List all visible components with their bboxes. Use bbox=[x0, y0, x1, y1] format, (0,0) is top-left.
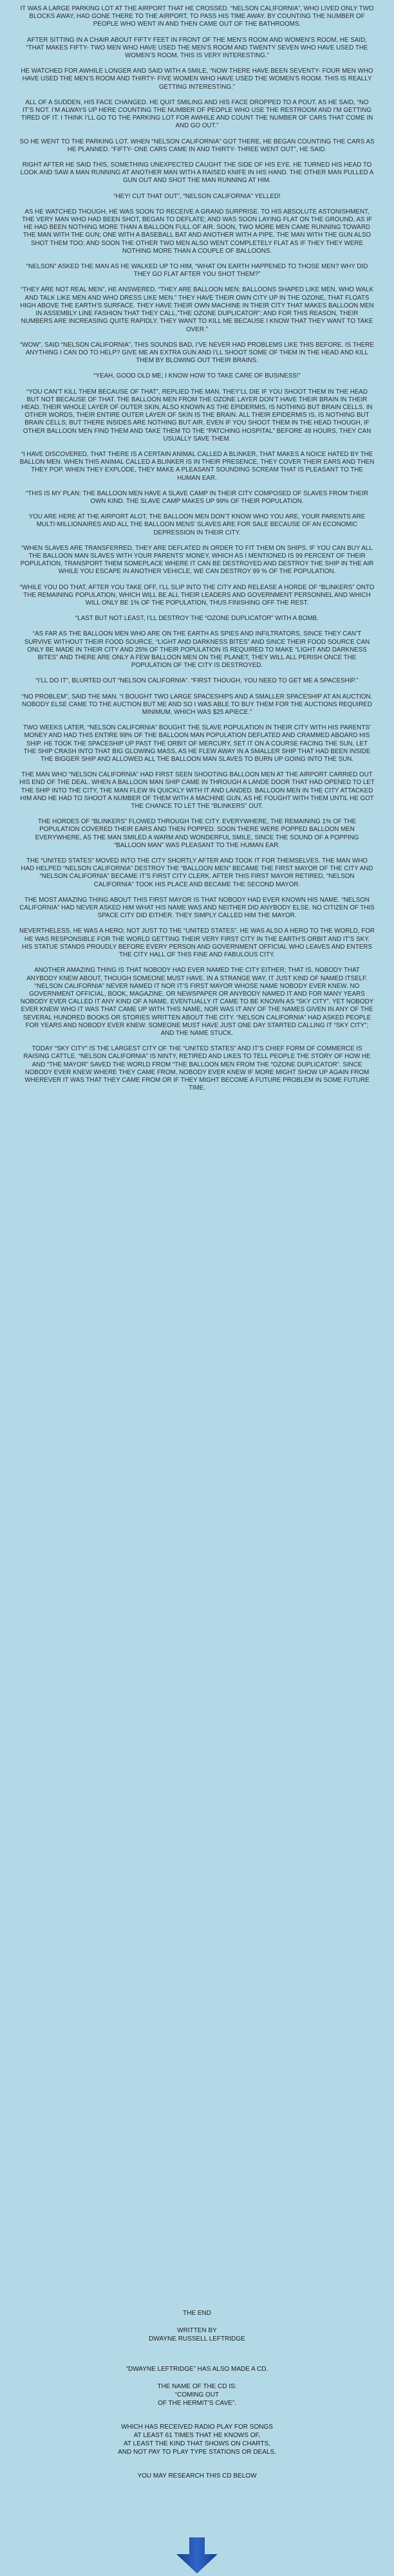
story-paragraph: NEVERTHELESS, HE WAS A HERO; NOT JUST TO THE “UNITED STATES”. HE WAS ALSO A HERO TO THE WORLD, FOR HE WAS RESPONSIBLE FOR THE WORLD GETTING THEIR VERY FIRST CITY IN THE EARTH’S ORBIT AND IT’S SKY. HIS STATUE STANDS PROUDLY BEFORE EVERY PERSON AND GOVERNMENT OFFICIAL WHO LEAVES AND ENTERS THE CITY HALL OF THIS FINE AND FABULOUS CITY. bbox=[19, 927, 375, 959]
story-paragraph: TODAY “SKY CITY” IS THE LARGEST CITY OF THE “UNITED STATES” AND IT’S CHIEF FORM OF COMMERCE IS RAISING CATTLE. “NELSON CALIFORNIA” IS NINTY, RETIRED AND LIKES TO TELL PEOPLE THE STORY OF HOW HE AND “THE MAYOR” SAVED THE WORLD FROM “THE BALLOON MEN FROM THE “OZONE DUPLICATOR”. SINCE NOBODY EVER KNEW WHERE THEY CAME FROM, NOBODY EVER KNEW IF MORE MIGHT SHOW UP AGAIN FROM WHEREVER IT WAS THAT THEY CAME FROM OR IF THEY MIGHT BECOME A FUTURE PROBLEM IN SOME FUTURE TIME. bbox=[23, 1045, 371, 1092]
radio-line-2: AT LEAST 61 TIMES THAT HE KNOWS OF, bbox=[133, 2432, 261, 2439]
story-paragraph: “YOU CAN’T KILL THEM BECAUSE OF THAT”, REPLIED THE MAN. THEY’LL DIE IF YOU SHOOT THEM IN THE HEAD BUT NOT BECAUSE OF THAT. THE BALLOON MEN FROM THE OZONE LAYER DON’T HAVE THEIR BRAIN IN THEIR HEAD. THEIR WHOLE LAYER OF OUTER SKIN, ALSO KNOWN AS THE EPIDERMIS, IS NOTHING BUT BRAIN CELLS. IN OTHER WORDS, THEIR ENTIRE OUTER LAYER OF SKIN IS THE BRAIN. ALL THEIR EPIDERMIS IS, IS NOTHING BUT BRAIN CELLS; BUT THERE INSIDES ARE NOTHING BUT AIR. EVEN IF YOU SHOOT THEM IN THE HEAD THOUGH, IF OTHER BALLOON MEN FIND THEM AND TAKE THEM TO THE “PATCHING HOSPITAL” BEFORE 48 HOURS, THEY CAN USUALLY SAVE THEM. bbox=[21, 388, 373, 443]
radio-line-3: AT LEAST THE KIND THAT SHOWS ON CHARTS, bbox=[123, 2440, 270, 2447]
story-paragraph: AS HE WATCHED THOUGH, HE WAS SOON TO RECEIVE A GRAND SURPRISE. TO HIS ABSOLUTE ASTONISHMENT, THE VERY MAN WHO HAD BEEN SHOT, BEGAN TO DEFLATE; AND WAS SOON LAYING FLAT ON THE GROUND, AS IF HE HAD BEEN NOTHING MORE THAN A BALLOON FULL OF AIR. SOON, TWO MORE MEN CAME RUNNING TOWARD THE MAN WITH THE GUN; ONE WITH A BASEBALL BAT AND ANOTHER WITH A PIPE. THE MAN WITH THE GUN ALSO SHOT THEM TOO; AND SOON THE OTHER TWO MEN ALSO WENT COMPLETELY FLAT AS IF THEY THEY WERE NOTHING MORE THAN A COUPLE OF BALLOONS. bbox=[21, 208, 372, 255]
story-paragraph: RIGHT AFTER HE SAID THIS, SOMETHING UNEXPECTED CAUGHT THE SIDE OF HIS EYE. HE TURNED HIS HEAD TO LOOK AND SAW A MAN RUNNING AT ANOTHER MAN WITH A RAISED KNIFE IN HIS HAND. THE OTHER MAN PULLED A GUN OUT AND SHOT THE MAN RUNNING AT HIM. bbox=[20, 161, 374, 185]
story-paragraph: “NO PROBLEM”, SAID THE MAN. “I BOUGHT TWO LARGE SPACESHIPS AND A SMALLER SPACESHIP AT AN AUCTION. NOBODY ELSE CAME TO THE AUCTION BUT ME AND SO I WAS ABLE TO BUY THEM FOR THE AUCTIONS REQUIRED MINIMUM, WHICH WAS $25 APIECE.” bbox=[21, 693, 373, 717]
cd-name-line-1: “COMING OUT bbox=[174, 2391, 220, 2398]
story-paragraph: “HEY! CUT THAT OUT”, “NELSON CALIFORNIA” YELLED! bbox=[113, 192, 281, 200]
footer bbox=[19, 2309, 375, 2480]
written-by: WRITTEN BY bbox=[177, 2327, 217, 2334]
story-paragraph: HE WATCHED FOR AWHILE LONGER AND SAID WITH A SMILE, “NOW THERE HAVE BEEN SEVENTY- FOUR MEN WHO HAVE USED THE MEN’S ROOM AND THIRTY- FIVE WOMEN WHO HAVE USED THE WOMEN’S ROOM. THIS IS REALLY GETTING INTERESTING.” bbox=[21, 68, 373, 91]
down-arrow-icon[interactable] bbox=[174, 2537, 220, 2573]
research-cta: YOU MAY RESEARCH THIS CD BELOW bbox=[137, 2472, 257, 2480]
story-paragraph: IT WAS A LARGE PARKING LOT AT THE AIRPORT THAT HE CROSSED. “NELSON CALIFORNIA”, WHO LIVED ONLY TWO BLOCKS AWAY, HAD GONE THERE TO THE AIRPORT, TO PASS HIS TIME AWAY. BY COUNTING THE NUMBER OF PEOPLE WHO WENT IN AND THEN CAME OUT OF THE BATHROOMS. bbox=[20, 5, 374, 28]
story-paragraph: “YEAH, GOOD OLD ME; I KNOW HOW TO TAKE CARE OF BUSINESS!” bbox=[93, 372, 301, 380]
radio-line-4: AND NOT PAY TO PLAY TYPE STATIONS OR DEALS. bbox=[118, 2449, 276, 2456]
story-paragraph: THE HORDES OF “BLINKERS” FLOWED THROUGH THE CITY. EVERYWHERE, THE REMAINING 1% OF THE POPULATION COVERED THEIR EARS AND THEN POPPED. SOON THERE WERE POPPED BALLOON MEN EVERYWHERE, AS THE MAN SMILED A WARM AND WONDERFUL SMILE, SINCE THE SOUND OF A POPPING “BALLOON MAN” WAS PLEASANT TO THE HUMAN EAR. bbox=[35, 818, 359, 849]
story-paragraph: “NELSON” ASKED THE MAN AS HE WALKED UP TO HIM, “WHAT ON EARTH HAPPENED TO THOSE MEN? WHY DID THEY GO FLAT AFTER YOU SHOT THEM?” bbox=[26, 263, 368, 279]
story-paragraph: YOU ARE HERE AT THE AIRPORT ALOT, THE BALLOON MEN DON’T KNOW WHO YOU ARE, YOUR PARENTS ARE MULTI-MILLIONAIRES AND ALL THE BALLOON MENS’ SLAVES ARE FOR SALE BECAUSE OF AN ECONOMIC DEPRESSION IN THEIR CITY. bbox=[28, 513, 366, 536]
story-paragraph: “I’LL DO IT”, BLURTED OUT “NELSON CALIFORNIA”. “FIRST THOUGH, YOU NEED TO GET ME A SPACESHIP.” bbox=[35, 677, 359, 685]
story-paragraph: ANOTHER AMAZING THING IS THAT NOBODY HAD EVER NAMED THE CITY EITHER; THAT IS, NOBODY THAT ANYBODY KNEW ABOUT, THOUGH SOMEONE MUST HAVE. IN A STRANGE WAY, IT JUST KIND OF NAMED ITSELF. “NELSON CALIFORNIA” NEVER NAMED IT NOR IT’S FIRST MAYOR WHOSE NAME NOBODY EVER KNEW. NO GOVERNMENT OFFICIAL, BOOK, MAGAZINE, OR NEWSPAPER OR ANYBODY NAMED IT AND FOR MANY YEARS NOBODY EVER CALLED IT ANY KIND OF A NAME. EVENTUALLY IT CAME TO BE KNOWN AS “SKY CITY”. YET NOBODY EVER KNEW WHO IT WAS THAT CAME UP WITH THIS NAME, NOR WAS IT ANY OF THE NAMES GIVEN IN ANY OF THE SEVERAL HUNDRED BOOKS OR STORIES WRITTEN ABOUT THE CITY. “NELSON CALIFORNIA” HAD ASKED PEOPLE FOR YEARS AND NOBODY EVER KNEW. SOMEONE MUST HAVE JUST ONE DAY STARTED CALLING IT “SKY CITY”; AND THE NAME STUCK. bbox=[20, 967, 374, 1037]
story-paragraph: “LAST BUT NOT LEAST, I’LL DESTROY THE “OZONE DUPLICATOR” WITH A BOMB. bbox=[75, 615, 319, 623]
story-paragraph: TWO WEEKS LATER, “NELSON CALIFORNIA” BOUGHT THE SLAVE POPULATION IN THEIR CITY WITH HIS PARENTS’ MONEY AND HAD THIS ENTIRE 99% OF THE BALLOON MAN POPULATION DEFLATED AND CRAMMED ABOARD HIS SHIP. HE TOOK THE SPACESHIP UP PAST THE ORBIT OF MERCURY, SET IT ON A COURSE FACING THE SUN, LET THE SHIP CRASH INTO THAT BIG GLOWING MASS, AS HE FLEW AWAY IN A SMALLER SHIP THAT HAD BEEN INSIDE THE BIGGER SHIP AND ALLOWED ALL THE BALLOON MAN SLAVES TO BURN UP GOING INTO THE SUN. bbox=[23, 724, 371, 763]
story-text bbox=[19, 5, 375, 1100]
story-paragraph: AFTER SITTING IN A CHAIR ABOUT FIFTY FEET IN FRONT OF THE MEN’S ROOM AND WOMEN’S ROOM, HE SAID, “THAT MAKES FIFTY- TWO MEN WHO HAVE USED THE MEN’S ROOM AND TWENTY SEVEN WHO HAVE USED THE WOMEN’S ROOM. THIS IS VERY INTERESTING.” bbox=[26, 36, 368, 60]
radio-line-1: WHICH HAS RECEIVED RADIO PLAY FOR SONGS bbox=[121, 2424, 273, 2431]
down-arrow-graphic bbox=[174, 2537, 220, 2573]
story-paragraph: “AS FAR AS THE BALLOON MEN WHO ARE ON THE EARTH AS SPIES AND INFILTRATORS, SINCE THEY CAN’T SURVIVE WITHOUT THEIR FOOD SOURCE, “LIGHT AND DARKNESS BITES” AND SINCE THEIR FOOD SOURCE CAN ONLY BE MADE IN THEIR CITY AND 25% OF THEIR POPULATION IS REQUIRED TO MAKE “LIGHT AND DARKNESS BITES” AND THERE ARE ONLY A FEW BALLOON MEN ON THE PLANET, THEY WILL ALL PERISH ONCE THE POPULATION OF THE CITY IS DESTROYED. bbox=[24, 630, 370, 670]
story-paragraph: SO HE WENT TO THE PARKING LOT. WHEN “NELSON CALIFORNIA” GOT THERE, HE BEGAN COUNTING THE CARS AS HE PLANNED. “FIFTY- ONE CARS CAME IN AND THIRTY- THREE WENT OUT”, HE SAID. bbox=[19, 138, 375, 153]
story-paragraph: “WHEN SLAVES ARE TRANSFERRED, THEY ARE DEFLATED IN ORDER TO FIT THEM ON SHIPS. IF YOU CAN BUY ALL THE BALLOON MAN SLAVES WITH YOUR PARENTS’ MONEY, WHICH AS I MENTIONED IS 99 PERCENT OF THEIR POPULATION, TRANSPORT THEM SOMEPLACE WHERE IT CAN BE DESTROYED AND DESTROY THE SHIP IN THE AIR WHILE YOU ESCAPE IN ANOTHER VEHICLE, WE CAN DESTROY 99 % OF THE POPULATION. bbox=[20, 544, 374, 576]
story-paragraph: “THEY ARE NOT REAL MEN”, HE ANSWERED. “THEY ARE BALLOON MEN; BALLOONS SHAPED LIKE MEN, WHO WALK AND TALK LIKE MEN AND WHO DRESS LIKE MEN.” THEY HAVE THEIR OWN CITY UP IN THE OZONE, THAT FLOATS HIGH ABOVE THE EARTH’S SURFACE. THEY HAVE THEIR OWN MACHINE IN THEIR CITY THAT MAKES BALLOON MEN IN ASSEMBLY LINE FASHION THAT THEY CALL,”THE OZONE DUPLICATOR”; AND FOR THIS REASON, THEIR NUMBERS ARE INCREASING QUITE RAPIDLY. THEY WANT TO KILL ME BECAUSE I KNOW THAT THEY WANT TO TAKE OVER.” bbox=[20, 286, 374, 333]
story-paragraph: ALL OF A SUDDEN, HIS FACE CHANGED. HE QUIT SMILING AND HIS FACE DROPPED TO A POUT. AS HE SAID, “NO IT’S NOT. I’M ALWAYS UP HERE COUNTING THE NUMBER OF PEOPLE WHO USE THE RESTROOM AND I’M GETTING TIRED OF IT. I THINK I’LL GO TO THE PARKING LOT FOR AWHILE AND COUNT THE NUMBER OF CARS THAT COME IN AND GO OUT.” bbox=[21, 98, 373, 130]
author-name: DWAYNE RUSSELL LEFTRIDGE bbox=[149, 2335, 245, 2343]
story-paragraph: THE MOST AMAZING THING ABOUT THIS FIRST MAYOR IS THAT NOBODY HAD EVER KNOWN HIS NAME. “NELSON CALIFORNIA” HAD NEVER ASKED HIM WHAT HIS NAME WAS AND NEITHER DID ANYBODY ELSE. NO CITIZEN OF THIS SPACE CITY DID EITHER. THEY SIMPLY CALLED HIM THE MAYOR. bbox=[19, 896, 375, 920]
cd-name-label: THE NAME OF THE CD IS: bbox=[157, 2383, 237, 2390]
story-paragraph: THE MAN WHO “NELSON CALIFORNIA” HAD FIRST SEEN SHOOTING BALLOON MEN AT THE AIRPORT CARRIED OUT HIS END OF THE DEAL. WHEN A BALLOON MAN SHIP CAME IN THROUGH A LANDE DOOR THAT HAD OPENED TO LET THE SHIP INTO THE CITY, THE MAN FLEW IN QUICKLY WITH IT AND LANDED. BALLOON MEN IN THE CITY ATTACKED HIM AND HE HAD TO SHOOT A NUMBER OF THEM WITH A MACHINE GUN, AS HE FOUGHT WITH THEM UNTIL HE GOT THE CHANCE TO LET THE “BLINKERS” OUT. bbox=[19, 771, 375, 810]
story-paragraph: “WHILE YOU DO THAT, AFTER YOU TAKE OFF, I’LL SLIP INTO THE CITY AND RELEASE A HORDE OF “BLINKERS” ONTO THE REMAINING POPULATION, WHICH WILL BE ALL THEIR LEADERS AND GOVERNMENT PERSONNEL AND WHICH WILL ONLY BE 1% OF THE POPULATION, THUS FINISHING OFF THE REST. bbox=[19, 583, 375, 607]
cd-announcement: “DWAYNE LEFTRIDGE” HAS ALSO MADE A CD. bbox=[126, 2366, 268, 2373]
the-end: THE END bbox=[183, 2310, 211, 2317]
story-paragraph: “WOW”, SAID “NELSON CALIFORNIA”, THIS SOUNDS BAD, I’VE NEVER HAD PROBLEMS LIKE THIS BEFORE. IS THERE ANYTHING I CAN DO TO HELP? GIVE ME AN EXTRA GUN AND I’LL SHOOT SOME OF THEM IN THE HEAD AND KILL THEM BY BLOWING OUT THEIR BRAINS. bbox=[20, 341, 374, 365]
story-paragraph: “I HAVE DISCOVERED, THAT THERE IS A CERTAIN ANIMAL CALLED A BLINKER, THAT MAKES A NOICE HATED BY THE BALLON MEN. WHEN THIS ANIMAL CALLED A BLINKER IS IN THEIR PRESENCE, THEY COVER THEIR EARS AND THEN THEY POP. WHEN THEY EXPLODE, THEY MAKE A PLEASANT SOUNDING SCREAM THAT IS PLEASANT TO THE HUMAN EAR. bbox=[19, 450, 375, 482]
story-paragraph: THE “UNITED STATES” MOVED INTO THE CITY SHORTLY AFTER AND TOOK IT FOR THEMSELVES. THE MAN WHO HAD HELPED “NELSON CALIFORNIA” DESTROY THE “BALLOON MEN” BECAME THE FIRST MAYOR OF THE CITY AND “NELSON CALIFORNIA” BECAME IT’S FIRST CITY CLERK. AFTER THIS FIRST MAYOR RETIRED, “NELSON CALIFORNIA” TOOK HIS PLACE AND BECAME THE SECOND MAYOR. bbox=[21, 857, 373, 888]
cd-name-line-2: OF THE HERMIT’S CAVE”. bbox=[158, 2400, 236, 2407]
story-paragraph: “THIS IS MY PLAN: THE BALLOON MEN HAVE A SLAVE CAMP IN THEIR CITY COMPOSED OF SLAVES FROM THEIR OWN KIND. THE SLAVE CAMP MAKES UP 99% OF THEIR POPULATION. bbox=[26, 489, 368, 505]
